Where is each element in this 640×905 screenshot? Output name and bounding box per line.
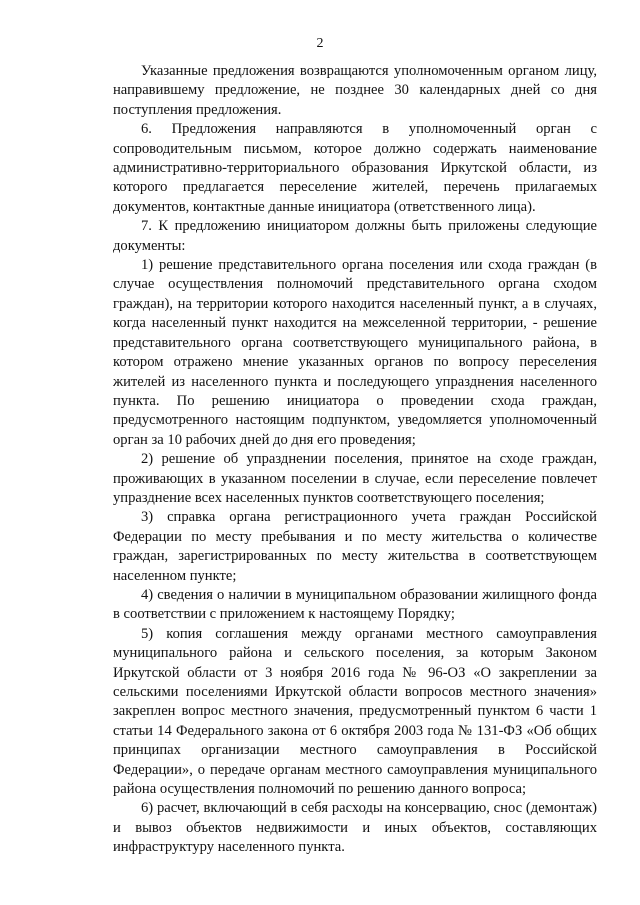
paragraph-item-6: 6. Предложения направляются в уполномоченный орган с сопроводительным письмом, которое должно содержать наименование административно-территориального образования Иркутской области, из которого предлагается переселение жителей, перечень прилагаемых документов, контактные данные инициатора (ответственного лица). [113, 121, 597, 215]
paragraph-subitem-6: 6) расчет, включающий в себя расходы на консервацию, снос (демонтаж) и вывоз объектов недвижимости и иных объектов, составляющих инфраструктуру населенного пункта. [113, 800, 597, 856]
paragraph-subitem-2: 2) решение об упразднении поселения, принятое на сходе граждан, проживающих в указанном поселении в случае, если переселение повлечет упразднение всех населенных пунктов соответствующего поселения; [113, 451, 597, 506]
paragraph-proposals-returned: Указанные предложения возвращаются уполномоченным органом лицу, направившему предложение, не позднее 30 календарных дней со дня поступления предложения. [113, 63, 597, 118]
document-body [113, 62, 597, 858]
page-number: 2 [316, 36, 324, 51]
paragraph-subitem-1: 1) решение представительного органа поселения или схода граждан (в случае осуществления полномочий представительного органа сходом граждан), на территории которого находится населенный пункт, а в случаях, когда населенный пункт находится на межселенной территории, - решение представительного органа соответствующего муниципального района, в котором отражено мнение указанных органов по вопросу переселения жителей из населенного пункта и последующего упразднения населенного пункта. По решению инициатора о проведении схода граждан, предусмотренного настоящим подпунктом, уведомляется уполномоченный орган за 10 рабочих дней до дня его проведения; [113, 257, 597, 448]
paragraph-subitem-3: 3) справка органа регистрационного учета граждан Российской Федерации по месту пребывания и по месту жительства о количестве граждан, зарегистрированных по месту жительства в соответствующем населенном пункте; [113, 509, 597, 584]
paragraph-item-7: 7. К предложению инициатором должны быть приложены следующие документы: [113, 218, 597, 254]
paragraph-subitem-5: 5) копия соглашения между органами местного самоуправления муниципального района и сельского поселения, за которым Законом Иркутской области от 3 ноября 2016 года № 96-ОЗ «О закреплении за сельскими поселениями Иркутской области вопросов местного значения» закреплен вопрос местного значения, предусмотренный пунктом 6 части 1 статьи 14 Федерального закона от 6 октября 2003 года № 131-ФЗ «Об общих принципах организации местного самоуправления в Российской Федерации», о передаче органам местного самоуправления муниципального района осуществления полномочий по решению данного вопроса; [113, 625, 597, 798]
paragraph-subitem-4: 4) сведения о наличии в муниципальном образовании жилищного фонда в соответствии с приложением к настоящему Порядку; [113, 586, 597, 623]
